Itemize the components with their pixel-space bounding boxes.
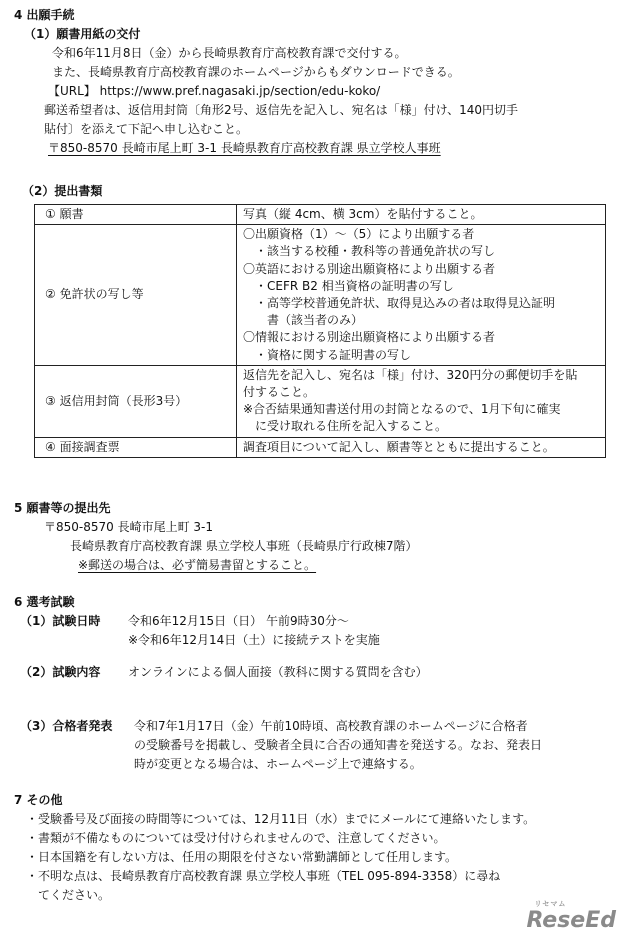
row-line: 調査項目について記入し、願書等とともに提出すること。 bbox=[243, 439, 555, 454]
result-line: 時が変更となる場合は、ホームページ上で連絡する。 bbox=[134, 757, 422, 771]
row-label: ② 免許状の写し等 bbox=[35, 225, 237, 366]
submission-address-line: 長崎県教育庁高校教育課 県立学校人事班（長崎県庁行政棟7階） bbox=[70, 539, 418, 553]
resemom-watermark-logo bbox=[526, 900, 616, 933]
row-line: に受け取れる住所を記入すること。 bbox=[243, 419, 448, 434]
registered-mail-note: ※郵送の場合は、必ず簡易書留とすること。 bbox=[78, 558, 317, 572]
submission-address-line: 〒850-8570 長崎市尾上町 3-1 bbox=[44, 520, 214, 534]
section-6-heading: 6 選考試験 bbox=[14, 595, 75, 609]
form-distribution-line: 令和6年11月8日（金）から長崎県教育庁高校教育課で交付する。 bbox=[52, 46, 407, 60]
form-distribution-line: 郵送希望者は、返信用封筒〔角形2号、返信先を記入し、宛名は「様」付け、140円切手 bbox=[44, 103, 519, 117]
form-distribution-line: また、長崎県教育庁高校教育課のホームページからもダウンロードできる。 bbox=[52, 65, 460, 79]
row-content bbox=[237, 365, 606, 437]
table-row bbox=[35, 365, 606, 437]
section-5-heading: 5 願書等の提出先 bbox=[14, 501, 111, 515]
notes-item: ・不明な点は、長崎県教育庁高校教育課 県立学校人事班（TEL 095-894-3358）に尋ね bbox=[26, 869, 501, 883]
table-row bbox=[35, 205, 606, 225]
row-label: ③ 返信用封筒（長形3号） bbox=[35, 365, 237, 437]
subsection-form-distribution-heading: （1）願書用紙の交付 bbox=[24, 27, 141, 41]
row-content bbox=[237, 225, 606, 366]
result-line: の受験番号を掲載し、受験者全員に合否の通知書を発送する。なお、発表日 bbox=[134, 738, 543, 752]
exam-date-line: ※令和6年12月14日（土）に接続テストを実施 bbox=[128, 633, 380, 647]
notes-item: てください。 bbox=[26, 888, 111, 902]
row-line: ・資格に関する証明書の写し bbox=[243, 347, 412, 362]
result-line: 令和7年1月17日（金）午前10時頃、高校教育課のホームページに合格者 bbox=[134, 719, 528, 733]
notes-item: ・日本国籍を有しない方は、任用の期限を付さない常勤講師として任用します。 bbox=[26, 850, 458, 864]
row-line: 書（該当者のみ） bbox=[243, 313, 364, 328]
section-7-heading: 7 その他 bbox=[14, 793, 63, 807]
row-line: ・CEFR B2 相当資格の証明書の写し bbox=[243, 278, 454, 293]
row-line: 写真（縦 4cm、横 3cm）を貼付すること。 bbox=[243, 207, 483, 221]
row-line: 〇英語における別途出願資格により出願する者 bbox=[243, 261, 496, 276]
row-label: ① 願書 bbox=[35, 205, 237, 225]
exam-content-text: オンラインによる個人面接（教科に関する質問を含む） bbox=[128, 665, 428, 679]
row-line: ※合否結果通知書送付用の封筒となるので、1月下旬に確実 bbox=[243, 402, 561, 417]
row-label: ④ 面接調査票 bbox=[35, 437, 237, 457]
exam-date-line: 令和6年12月15日（日） 午前9時30分～ bbox=[128, 614, 349, 628]
row-line: 返信先を記入し、宛名は「様」付け、320円分の郵便切手を貼 bbox=[243, 367, 578, 382]
section-4-heading: 4 出願手続 bbox=[14, 8, 75, 22]
url-line: 【URL】 https://www.pref.nagasaki.jp/section/edu-koko/ bbox=[48, 84, 381, 98]
exam-content-label: （2）試験内容 bbox=[20, 665, 101, 679]
row-content bbox=[237, 205, 606, 225]
watermark-sub: リセマム bbox=[534, 900, 567, 908]
notes-item: ・書類が不備なものについては受け付けられませんので、注意してください。 bbox=[26, 831, 446, 845]
row-line: ・高等学校普通免許状、取得見込みの者は取得見込証明 bbox=[243, 296, 556, 311]
watermark-text: ReseEd bbox=[526, 908, 616, 933]
row-line: ・該当する校種・教科等の普通免許状の写し bbox=[243, 244, 496, 259]
result-label: （3）合格者発表 bbox=[20, 719, 113, 733]
form-distribution-line: 貼付〕を添えて下記へ申し込むこと。 bbox=[44, 122, 249, 136]
row-line: 〇情報における別途出願資格により出願する者 bbox=[243, 330, 496, 345]
notes-item: ・受験番号及び面接の時間等については、12月11日（水）までにメールにて連絡いたします。 bbox=[26, 812, 536, 826]
mailing-address-line: 〒850-8570 長崎市尾上町 3-1 長崎県教育庁高校教育課 県立学校人事班 bbox=[48, 141, 441, 155]
row-content bbox=[237, 437, 606, 457]
exam-date-label: （1）試験日時 bbox=[20, 614, 101, 628]
subsection-documents-heading: （2）提出書類 bbox=[22, 184, 103, 198]
row-line: 付すること。 bbox=[243, 385, 316, 400]
table-row bbox=[35, 225, 606, 366]
documents-table bbox=[34, 204, 606, 458]
table-row bbox=[35, 437, 606, 457]
row-line: 〇出願資格（1）～（5）により出願する者 bbox=[243, 227, 475, 242]
